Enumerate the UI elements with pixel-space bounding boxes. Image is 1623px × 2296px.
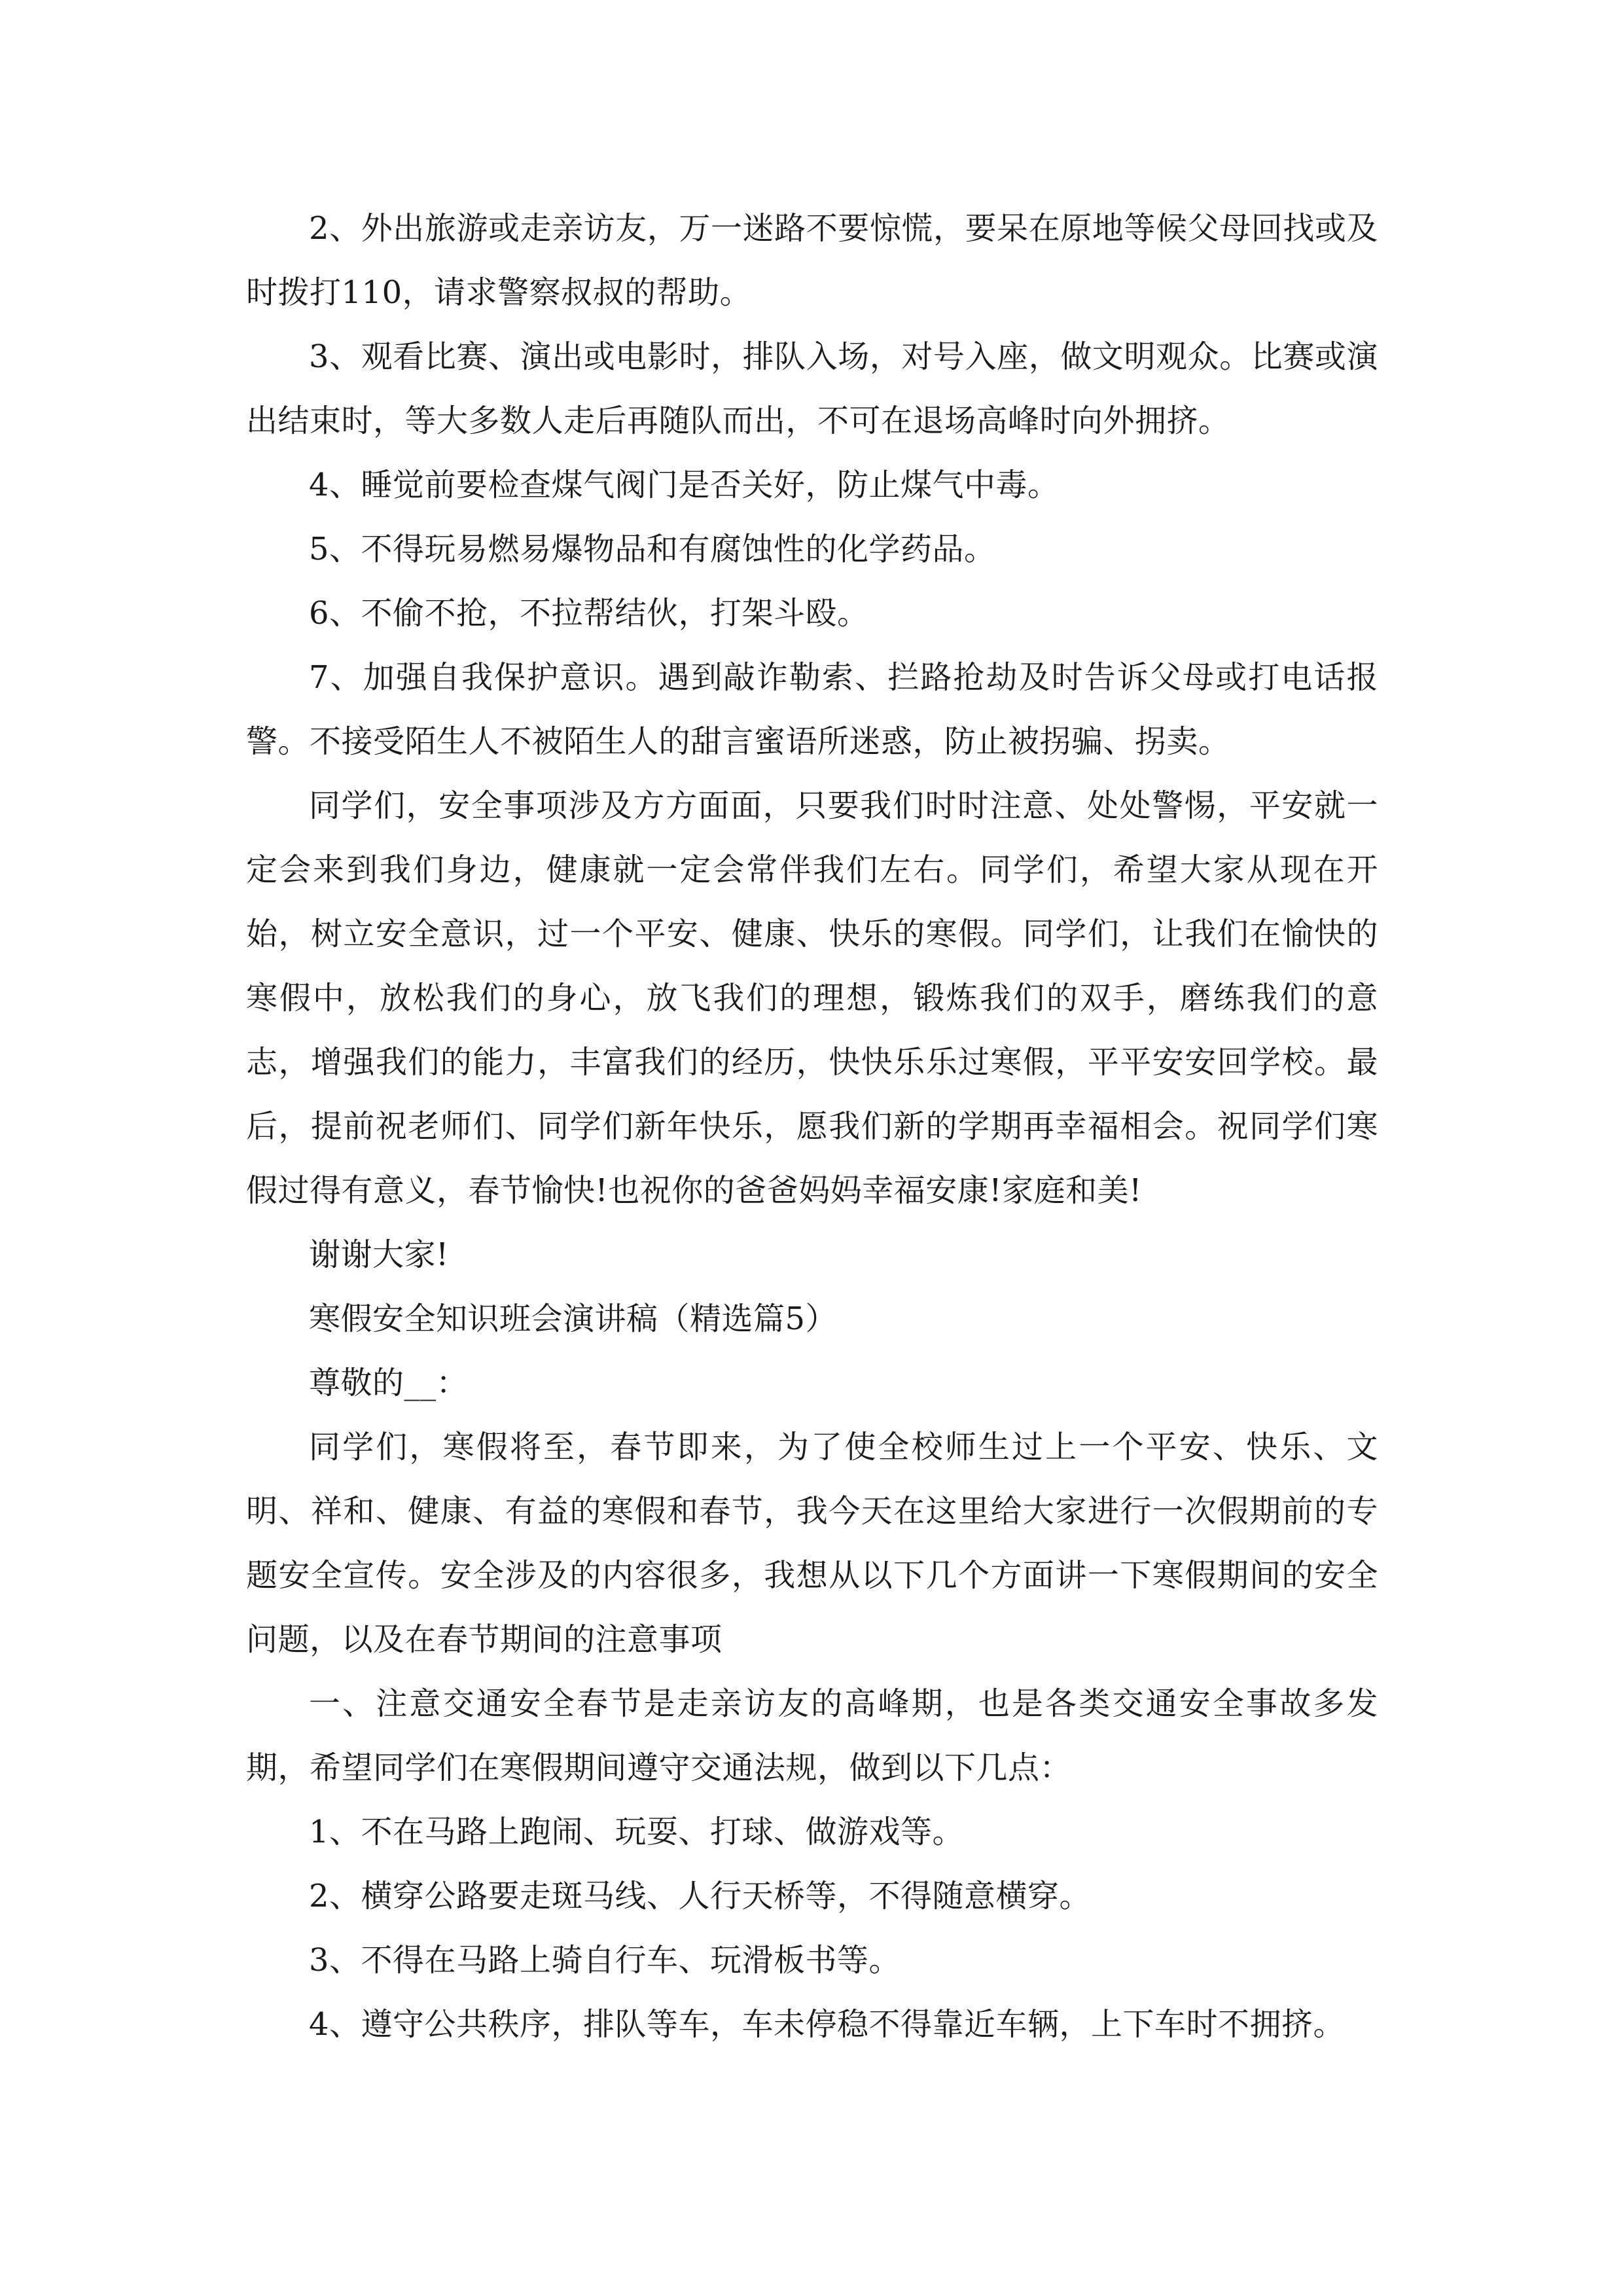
list-item-no-playing-on-road: 1、不在马路上跑闹、玩耍、打球、做游戏等。 [309,1814,965,1850]
paragraph-lost-while-traveling: 2、外出旅游或走亲访友，万一迷路不要惊慌，要呆在原地等候父母回找或及时拨打110，请求警察叔叔的帮助。 [246,210,1378,311]
paragraph-closing-remarks: 同学们，安全事项涉及方方面面，只要我们时时注意、处处警惕，平安就一定会来到我们身边，健康就一定会常伴我们左右。同学们，希望大家从现在开始，树立安全意识，过一个平安、健康、快乐的寒假。同学们，让我们在愉快的寒假中，放松我们的身心，放飞我们的理想，锻炼我们的双手，磨练我们的意志，增强我们的能力，丰富我们的经历，快快乐乐过寒假，平平安安回学校。最后，提前祝老师们、同学们新年快乐，愿我们新的学期再幸福相会。祝同学们寒假过得有意义，春节愉快!也祝你的爸爸妈妈幸福安康!家庭和美! [246,787,1378,1209]
paragraph-self-protection: 7、加强自我保护意识。遇到敲诈勒索、拦路抢劫及时告诉父母或打电话报警。不接受陌生人不被陌生人的甜言蜜语所迷惑，防止被拐骗、拐卖。 [246,659,1378,760]
salutation: 尊敬的__： [309,1365,469,1401]
paragraph-audience-etiquette: 3、观看比赛、演出或电影时，排队入场，对号入座，做文明观众。比赛或演出结束时，等大多数人走后再随队而出，不可在退场高峰时向外拥挤。 [246,338,1378,439]
list-item-use-crosswalk: 2、横穿公路要走斑马线、人行天桥等，不得随意横穿。 [309,1878,1092,1914]
paragraph-thanks: 谢谢大家! [309,1236,449,1273]
paragraph-hazardous-items: 5、不得玩易燃易爆物品和有腐蚀性的化学药品。 [309,531,996,567]
paragraph-no-fighting: 6、不偷不抢，不拉帮结伙，打架斗殴。 [309,595,869,632]
paragraph-introduction: 同学们，寒假将至，春节即来，为了使全校师生过上一个平安、快乐、文明、祥和、健康、有益的寒假和春节，我今天在这里给大家进行一次假期前的专题安全宣传。安全涉及的内容很多，我想从以下几个方面讲一下寒假期间的安全问题，以及在春节期间的注意事项 [246,1429,1378,1658]
list-item-queue-for-bus: 4、遵守公共秩序，排队等车，车未停稳不得靠近车辆，上下车时不拥挤。 [309,2006,1346,2043]
paragraph-gas-valve: 4、睡觉前要检查煤气阀门是否关好，防止煤气中毒。 [309,467,1060,503]
section-title: 寒假安全知识班会演讲稿（精选篇5） [309,1300,838,1337]
paragraph-traffic-safety-heading: 一、注意交通安全春节是走亲访友的高峰期，也是各类交通安全事故多发期，希望同学们在寒假期间遵守交通法规，做到以下几点： [246,1685,1378,1786]
list-item-no-cycling-on-road: 3、不得在马路上骑自行车、玩滑板书等。 [309,1942,901,1979]
document-body [246,196,1378,2056]
